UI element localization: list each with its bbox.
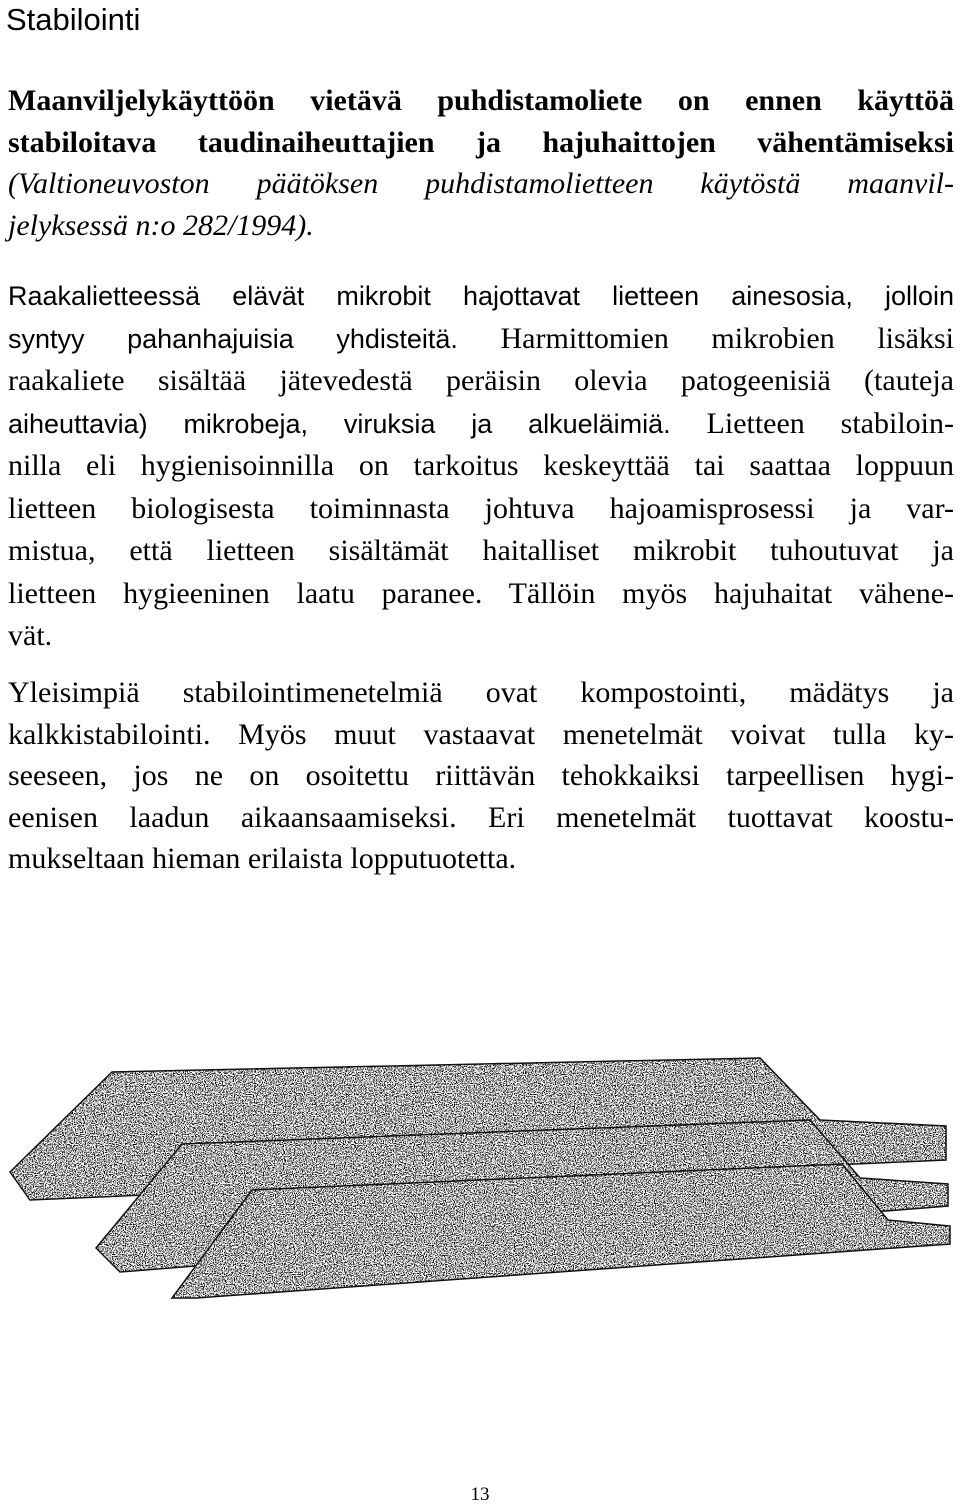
paragraph-line: eenisen laadun aikaansaamiseksi. Eri menetelmät tuottavat koostu- [8, 800, 954, 834]
page-title: Stabilointi [6, 2, 141, 37]
serif-text: nilla eli hygienisoinnilla on tarkoitus keskeyttää tai saattaa loppuun [8, 449, 954, 482]
intro-line [8, 122, 954, 164]
paragraph-line: seeseen, jos ne on osoitettu riittävän tehokkaiksi tarpeellisen hygi- [8, 759, 954, 792]
page-number: 13 [470, 1484, 490, 1505]
intro-bold-text: stabiloitava taudinaiheuttajien ja hajuhaittojen vähentämiseksi [8, 125, 954, 159]
intro-paragraph [8, 80, 954, 246]
paragraph-line [8, 318, 954, 361]
paragraph-raw-sludge [8, 276, 954, 658]
serif-text: Lietteen stabiloin- [670, 406, 954, 440]
paragraph-line [8, 360, 954, 403]
serif-text: lietteen biologisesta toiminnasta johtuva hajoamisprosessi ja var- [8, 491, 954, 525]
intro-line [8, 80, 954, 122]
intro-bold-text: Maanviljelykäyttöön vietävä puhdistamoliete on ennen käyttöä [8, 84, 954, 117]
sans-text: syntyy pahanhajuisia yhdisteitä. [8, 323, 458, 354]
paragraph-line [8, 403, 954, 446]
paragraph-methods [8, 672, 954, 880]
serif-text: lietteen hygieeninen laatu paranee. Tällöin myös hajuhaitat vähene- [8, 576, 954, 610]
serif-text: vät. [8, 619, 53, 652]
intro-line [8, 163, 954, 205]
paragraph-line: Yleisimpiä stabilointimenetelmiä ovat kompostointi, mädätys ja [8, 676, 954, 709]
sans-text: aiheuttavia) mikrobeja, viruksia ja alkueläimiä. [8, 408, 671, 439]
intro-citation-text: jelyksessä n:o 282/1994). [8, 208, 314, 242]
intro-line [8, 205, 954, 247]
serif-text: Harmittomien mikrobien lisäksi [457, 321, 954, 355]
paragraph-line: kalkkistabilointi. Myös muut vastaavat menetelmät voivat tulla ky- [8, 717, 954, 751]
paragraph-line [8, 276, 954, 318]
paragraph-line [8, 615, 954, 658]
serif-text: raakaliete sisältää jätevedestä peräisin olevia patogeenisiä (tauteja [8, 364, 954, 397]
paragraph-line: mukseltaan hieman erilaista lopputuotetta. [8, 842, 517, 875]
compost-windrows-illustration [0, 1040, 960, 1300]
paragraph-line [8, 445, 954, 488]
paragraph-line [8, 488, 954, 531]
intro-citation-text: (Valtioneuvoston päätöksen puhdistamolietteen käytöstä maanvil- [8, 167, 954, 200]
paragraph-line [8, 530, 954, 573]
paragraph-line [8, 573, 954, 616]
sans-text: Raakalietteessä elävät mikrobit hajottavat lietteen ainesosia, jolloin [8, 281, 954, 311]
serif-text: mistua, että lietteen sisältämät haitalliset mikrobit tuhoutuvat ja [8, 534, 954, 567]
